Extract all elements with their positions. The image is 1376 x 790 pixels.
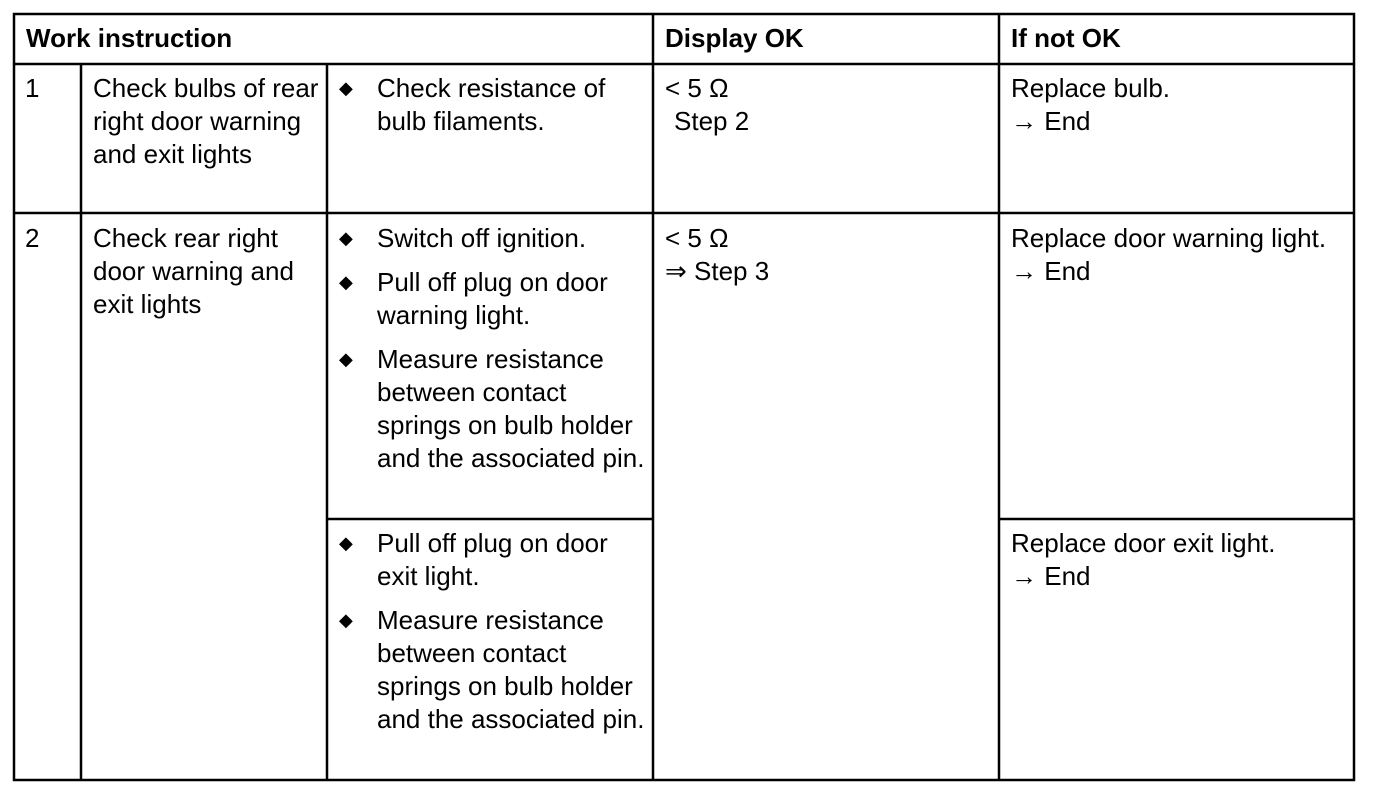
display-value: < 5 Ω (665, 223, 729, 253)
end-marker: → End (1011, 561, 1091, 591)
diamond-bullet-icon: ◆ (339, 272, 353, 292)
display-value: < 5 Ω (665, 73, 729, 103)
diamond-bullet-icon: ◆ (339, 228, 353, 248)
remedy: Replace door warning light. (1011, 223, 1327, 253)
diamond-bullet-icon: ◆ (339, 610, 353, 630)
diamond-bullet-icon: ◆ (339, 533, 353, 553)
header-display-ok: Display OK (665, 23, 804, 53)
action-item: ◆ Measure resistance between contact springs on bulb holder and the associated pin. (339, 344, 645, 473)
action-item: ◆ Measure resistance between contact springs on bulb holder and the associated pin. (339, 605, 645, 734)
action-item: ◆ Pull off plug on door exit light. (339, 528, 608, 591)
step-2-if-not-ok-warning (1011, 222, 1326, 288)
end-marker: → End (1011, 106, 1091, 136)
action-item: ◆ Switch off ignition. (339, 223, 587, 253)
next-step: ⇒ Step 3 (665, 256, 770, 286)
step-2-description: Check rear right door warning and exit lights (93, 223, 294, 319)
remedy: Replace door exit light. (1011, 528, 1276, 558)
step-2-actions-group-2 (327, 527, 647, 736)
remedy: Replace bulb. (1011, 73, 1170, 103)
diamond-bullet-icon: ◆ (339, 78, 353, 98)
end-marker: → End (1011, 256, 1091, 286)
step-1-description: Check bulbs of rear right door warning and exit lights (93, 73, 319, 169)
next-step: Step 2 (674, 106, 750, 136)
action-item: ◆ Check resistance of bulb filaments. (339, 73, 606, 136)
action-item: ◆ Pull off plug on door warning light. (339, 267, 608, 330)
step-1-display-ok (665, 72, 749, 138)
step-2-actions-group-1 (327, 222, 647, 475)
header-work-instruction: Work instruction (26, 23, 233, 53)
header-if-not-ok: If not OK (1011, 23, 1121, 53)
diamond-bullet-icon: ◆ (339, 349, 353, 369)
step-1-if-not-ok (1011, 72, 1170, 138)
step-2-display-ok (665, 222, 769, 288)
step-number-2: 2 (25, 223, 40, 253)
step-number-1: 1 (25, 73, 40, 103)
step-2-if-not-ok-exit (1011, 527, 1275, 593)
step-1-actions (327, 72, 647, 138)
